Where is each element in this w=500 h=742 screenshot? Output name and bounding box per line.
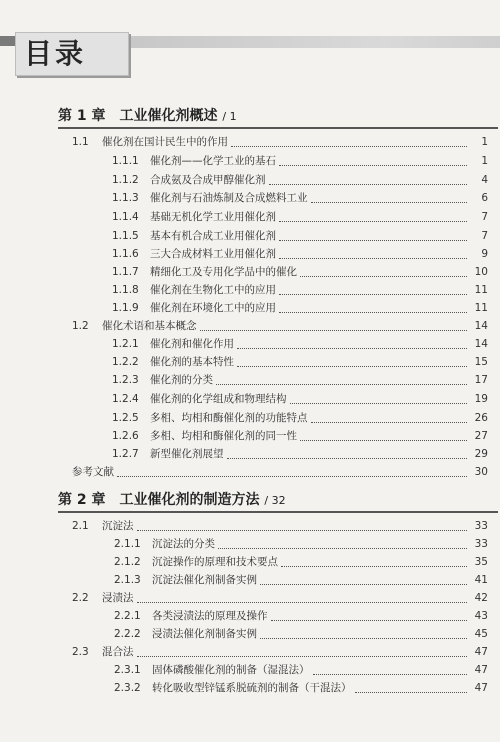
toc-entry[interactable] bbox=[112, 190, 488, 207]
section-title: 催化剂与石油炼制及合成燃料工业 bbox=[150, 192, 308, 204]
section-number: 2.2.2 bbox=[114, 628, 141, 640]
page-number: 33 bbox=[474, 520, 488, 532]
toc-entry[interactable] bbox=[114, 572, 488, 589]
section-number: 2.2 bbox=[72, 592, 89, 604]
section-number: 2.1 bbox=[72, 520, 89, 532]
section-number: 1.2.6 bbox=[112, 430, 139, 442]
leader-dots bbox=[311, 201, 468, 203]
toc-entry[interactable] bbox=[114, 680, 488, 697]
toc-entry[interactable] bbox=[112, 428, 488, 445]
toc-entry[interactable] bbox=[114, 554, 488, 571]
page-number: 47 bbox=[474, 664, 488, 676]
header-band-light bbox=[120, 36, 500, 48]
page-number: 42 bbox=[474, 592, 488, 604]
section-title: 合成氨及合成甲醇催化剂 bbox=[150, 174, 266, 186]
section-title: 转化吸收型锌锰系脱硫剂的制备（干混法） bbox=[152, 682, 352, 694]
chapter-2-page: / 32 bbox=[264, 494, 286, 507]
section-title: 催化剂的化学组成和物理结构 bbox=[150, 393, 287, 405]
section-number: 2.1.2 bbox=[114, 556, 141, 568]
section-title: 新型催化剂展望 bbox=[150, 448, 224, 460]
section-title: 固体磷酸催化剂的制备（湿混法） bbox=[152, 664, 310, 676]
chapter-1-title-text: 第 1 章 工业催化剂概述 bbox=[58, 108, 218, 124]
toc-entry[interactable] bbox=[112, 209, 488, 226]
page-number: 11 bbox=[474, 284, 488, 296]
page-number: 27 bbox=[474, 430, 488, 442]
section-title: 沉淀法的分类 bbox=[152, 538, 215, 550]
section-number: 1.2.1 bbox=[112, 338, 139, 350]
section-title: 催化剂在环境化工中的应用 bbox=[150, 302, 276, 314]
section-number: 1.1.3 bbox=[112, 192, 139, 204]
section-title: 参考文献 bbox=[72, 466, 114, 478]
leader-dots bbox=[279, 164, 467, 166]
page-title: 目录 bbox=[24, 37, 87, 70]
section-number: 2.3.2 bbox=[114, 682, 141, 694]
page-number: 6 bbox=[481, 192, 488, 204]
section-number: 1.2.2 bbox=[112, 356, 139, 368]
toc-entry[interactable] bbox=[72, 644, 488, 661]
leader-dots bbox=[355, 691, 468, 693]
toc-entry[interactable] bbox=[72, 318, 488, 335]
section-title: 混合法 bbox=[102, 646, 134, 658]
toc-entry[interactable] bbox=[72, 518, 488, 535]
leader-dots bbox=[279, 239, 467, 241]
section-title: 精细化工及专用化学品中的催化 bbox=[150, 266, 297, 278]
leader-dots bbox=[279, 293, 467, 295]
leader-dots bbox=[260, 637, 467, 639]
toc-entry[interactable] bbox=[112, 282, 488, 299]
chapter-1-heading[interactable] bbox=[58, 106, 498, 130]
page-number: 33 bbox=[474, 538, 488, 550]
leader-dots bbox=[231, 145, 467, 147]
section-title: 催化剂在国计民生中的作用 bbox=[102, 136, 228, 148]
section-title: 多相、均相和酶催化剂的同一性 bbox=[150, 430, 297, 442]
page-number: 47 bbox=[474, 646, 488, 658]
section-number: 1.2.4 bbox=[112, 393, 139, 405]
section-number: 1.1.4 bbox=[112, 211, 139, 223]
section-title: 催化剂的基本特性 bbox=[150, 356, 234, 368]
toc-entry[interactable] bbox=[112, 354, 488, 371]
leader-dots bbox=[216, 383, 467, 385]
section-number: 1.2.7 bbox=[112, 448, 139, 460]
toc-entry[interactable] bbox=[112, 391, 488, 408]
section-number: 2.1.3 bbox=[114, 574, 141, 586]
toc-entry[interactable] bbox=[112, 264, 488, 281]
chapter-1-rule bbox=[58, 127, 498, 129]
section-number: 1.1.8 bbox=[112, 284, 139, 296]
page-number: 35 bbox=[474, 556, 488, 568]
page-number: 10 bbox=[474, 266, 488, 278]
section-number: 2.3.1 bbox=[114, 664, 141, 676]
page-number: 9 bbox=[481, 248, 488, 260]
section-title: 浸渍法催化剂制备实例 bbox=[152, 628, 257, 640]
page-number: 15 bbox=[474, 356, 488, 368]
page-number: 7 bbox=[481, 211, 488, 223]
section-title: 基本有机合成工业用催化剂 bbox=[150, 230, 276, 242]
section-title: 催化剂的分类 bbox=[150, 374, 213, 386]
page-number: 30 bbox=[474, 466, 488, 478]
page-number: 7 bbox=[481, 230, 488, 242]
leader-dots bbox=[279, 311, 467, 313]
section-title: 催化剂——化学工业的基石 bbox=[150, 155, 276, 167]
leader-dots bbox=[237, 347, 467, 349]
toc-entry-references[interactable] bbox=[72, 464, 488, 481]
section-number: 2.1.1 bbox=[114, 538, 141, 550]
chapter-1-title bbox=[58, 106, 237, 127]
leader-dots bbox=[279, 257, 467, 259]
leader-dots bbox=[137, 529, 468, 531]
leader-dots bbox=[200, 329, 468, 331]
leader-dots bbox=[117, 475, 467, 477]
section-number: 1.2.5 bbox=[112, 412, 139, 424]
toc-entry[interactable] bbox=[112, 172, 488, 189]
leader-dots bbox=[300, 439, 467, 441]
leader-dots bbox=[300, 275, 467, 277]
page-number: 47 bbox=[474, 682, 488, 694]
section-number: 1.1.1 bbox=[112, 155, 139, 167]
leader-dots bbox=[290, 402, 468, 404]
leader-dots bbox=[281, 565, 467, 567]
chapter-1-page: / 1 bbox=[222, 110, 237, 123]
page-number: 1 bbox=[481, 136, 488, 148]
leader-dots bbox=[218, 547, 467, 549]
page-number: 26 bbox=[474, 412, 488, 424]
page-number: 14 bbox=[474, 338, 488, 350]
section-number: 1.1.2 bbox=[112, 174, 139, 186]
chapter-2-rule bbox=[58, 511, 498, 513]
toc-entry[interactable] bbox=[112, 246, 488, 263]
page-number: 11 bbox=[474, 302, 488, 314]
section-number: 2.3 bbox=[72, 646, 89, 658]
leader-dots bbox=[279, 220, 467, 222]
leader-dots bbox=[271, 619, 468, 621]
toc-entry[interactable] bbox=[112, 228, 488, 245]
page-number: 43 bbox=[474, 610, 488, 622]
leader-dots bbox=[137, 601, 468, 603]
section-number: 1.1.9 bbox=[112, 302, 139, 314]
toc-entry[interactable] bbox=[112, 372, 488, 389]
page-number: 1 bbox=[481, 155, 488, 167]
section-number: 2.2.1 bbox=[114, 610, 141, 622]
section-title: 三大合成材料工业用催化剂 bbox=[150, 248, 276, 260]
section-number: 1.2 bbox=[72, 320, 89, 332]
section-title: 催化剂在生物化工中的应用 bbox=[150, 284, 276, 296]
toc-entry[interactable] bbox=[112, 446, 488, 463]
leader-dots bbox=[137, 655, 468, 657]
page-number: 14 bbox=[474, 320, 488, 332]
section-number: 1.1 bbox=[72, 136, 89, 148]
toc-entry[interactable] bbox=[72, 590, 488, 607]
toc-entry[interactable] bbox=[114, 536, 488, 553]
leader-dots bbox=[269, 183, 468, 185]
section-title: 沉淀法 bbox=[102, 520, 134, 532]
chapter-2-title bbox=[58, 490, 286, 511]
section-number: 1.2.3 bbox=[112, 374, 139, 386]
section-title: 多相、均相和酶催化剂的功能特点 bbox=[150, 412, 308, 424]
section-title: 各类浸渍法的原理及操作 bbox=[152, 610, 268, 622]
toc-entry[interactable] bbox=[112, 410, 488, 427]
leader-dots bbox=[237, 365, 467, 367]
section-title: 浸渍法 bbox=[102, 592, 134, 604]
page-number: 45 bbox=[474, 628, 488, 640]
section-title: 沉淀法催化剂制备实例 bbox=[152, 574, 257, 586]
toc-entry[interactable] bbox=[112, 300, 488, 317]
leader-dots bbox=[313, 673, 468, 675]
toc-entry[interactable] bbox=[112, 153, 488, 170]
section-title: 基础无机化学工业用催化剂 bbox=[150, 211, 276, 223]
page-number: 19 bbox=[474, 393, 488, 405]
section-number: 1.1.6 bbox=[112, 248, 139, 260]
page-number: 41 bbox=[474, 574, 488, 586]
toc-entry[interactable] bbox=[72, 134, 488, 151]
chapter-2-title-text: 第 2 章 工业催化剂的制造方法 bbox=[58, 492, 260, 508]
page-number: 4 bbox=[481, 174, 488, 186]
section-number: 1.1.7 bbox=[112, 266, 139, 278]
toc-entry[interactable] bbox=[114, 626, 488, 643]
toc-entry[interactable] bbox=[114, 662, 488, 679]
toc-entry[interactable] bbox=[112, 336, 488, 353]
section-number: 1.1.5 bbox=[112, 230, 139, 242]
section-title: 催化剂和催化作用 bbox=[150, 338, 234, 350]
section-title: 沉淀操作的原理和技术要点 bbox=[152, 556, 278, 568]
page-number: 29 bbox=[474, 448, 488, 460]
leader-dots bbox=[260, 583, 467, 585]
page-number: 17 bbox=[474, 374, 488, 386]
leader-dots bbox=[311, 421, 468, 423]
section-title: 催化术语和基本概念 bbox=[102, 320, 197, 332]
toc-entry[interactable] bbox=[114, 608, 488, 625]
leader-dots bbox=[227, 457, 468, 459]
chapter-2-heading[interactable] bbox=[58, 490, 498, 514]
